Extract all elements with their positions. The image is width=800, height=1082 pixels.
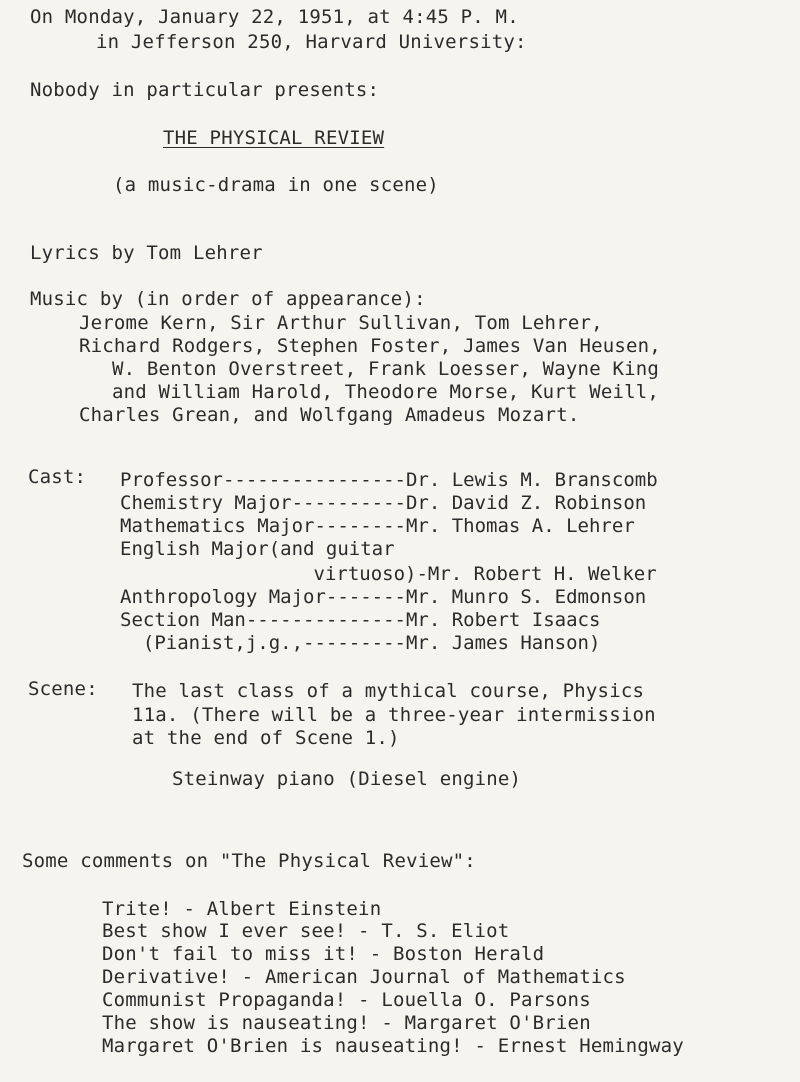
comments-heading: Some comments on "The Physical Review": bbox=[22, 850, 476, 872]
comment-line: Derivative! - American Journal of Mathematics bbox=[102, 966, 626, 988]
scene-line: at the end of Scene 1.) bbox=[132, 727, 400, 749]
header-line-2: in Jefferson 250, Harvard University: bbox=[96, 31, 527, 53]
scene-line: The last class of a mythical course, Physics bbox=[132, 680, 645, 702]
music-line: and William Harold, Theodore Morse, Kurt Weill, bbox=[112, 381, 660, 403]
cast-line: (Pianist,j.g.,---------Mr. James Hanson) bbox=[120, 632, 601, 654]
cast-line: Section Man--------------Mr. Robert Isaacs bbox=[120, 609, 601, 631]
comment-line: Best show I ever see! - T. S. Eliot bbox=[102, 920, 510, 942]
music-line: Charles Grean, and Wolfgang Amadeus Mozart. bbox=[79, 404, 580, 426]
scene-label: Scene: bbox=[28, 678, 98, 700]
lyrics-credit: Lyrics by Tom Lehrer bbox=[30, 242, 263, 264]
scene-line: 11a. (There will be a three-year intermission bbox=[132, 704, 656, 726]
comment-line: The show is nauseating! - Margaret O'Brien bbox=[102, 1012, 591, 1034]
comment-line: Margaret O'Brien is nauseating! - Ernest Hemingway bbox=[102, 1035, 684, 1057]
cast-line: virtuoso)-Mr. Robert H. Welker bbox=[222, 563, 657, 585]
cast-line: English Major(and guitar bbox=[120, 538, 395, 560]
comment-line: Communist Propaganda! - Louella O. Parsons bbox=[102, 989, 591, 1011]
comment-line: Don't fail to miss it! - Boston Herald bbox=[102, 943, 545, 965]
music-heading: Music by (in order of appearance): bbox=[30, 288, 426, 310]
comment-line: Trite! - Albert Einstein bbox=[102, 898, 382, 920]
show-subtitle: (a music-drama in one scene) bbox=[113, 174, 439, 196]
cast-line: Anthropology Major-------Mr. Munro S. Edmonson bbox=[120, 586, 647, 608]
cast-line: Mathematics Major--------Mr. Thomas A. Lehrer bbox=[120, 515, 635, 537]
music-line: Jerome Kern, Sir Arthur Sullivan, Tom Lehrer, bbox=[79, 312, 603, 334]
header-line-1: On Monday, January 22, 1951, at 4:45 P. M. bbox=[30, 6, 519, 28]
music-line: W. Benton Overstreet, Frank Loesser, Wayne King bbox=[112, 358, 660, 380]
cast-line: Professor----------------Dr. Lewis M. Branscomb bbox=[120, 469, 658, 491]
presents-line: Nobody in particular presents: bbox=[30, 79, 380, 101]
cast-line: Chemistry Major----------Dr. David Z. Robinson bbox=[120, 492, 647, 514]
music-line: Richard Rodgers, Stephen Foster, James Van Heusen, bbox=[79, 335, 661, 357]
piano-note: Steinway piano (Diesel engine) bbox=[172, 768, 522, 790]
show-title: THE PHYSICAL REVIEW bbox=[163, 127, 385, 149]
cast-label: Cast: bbox=[28, 466, 87, 488]
